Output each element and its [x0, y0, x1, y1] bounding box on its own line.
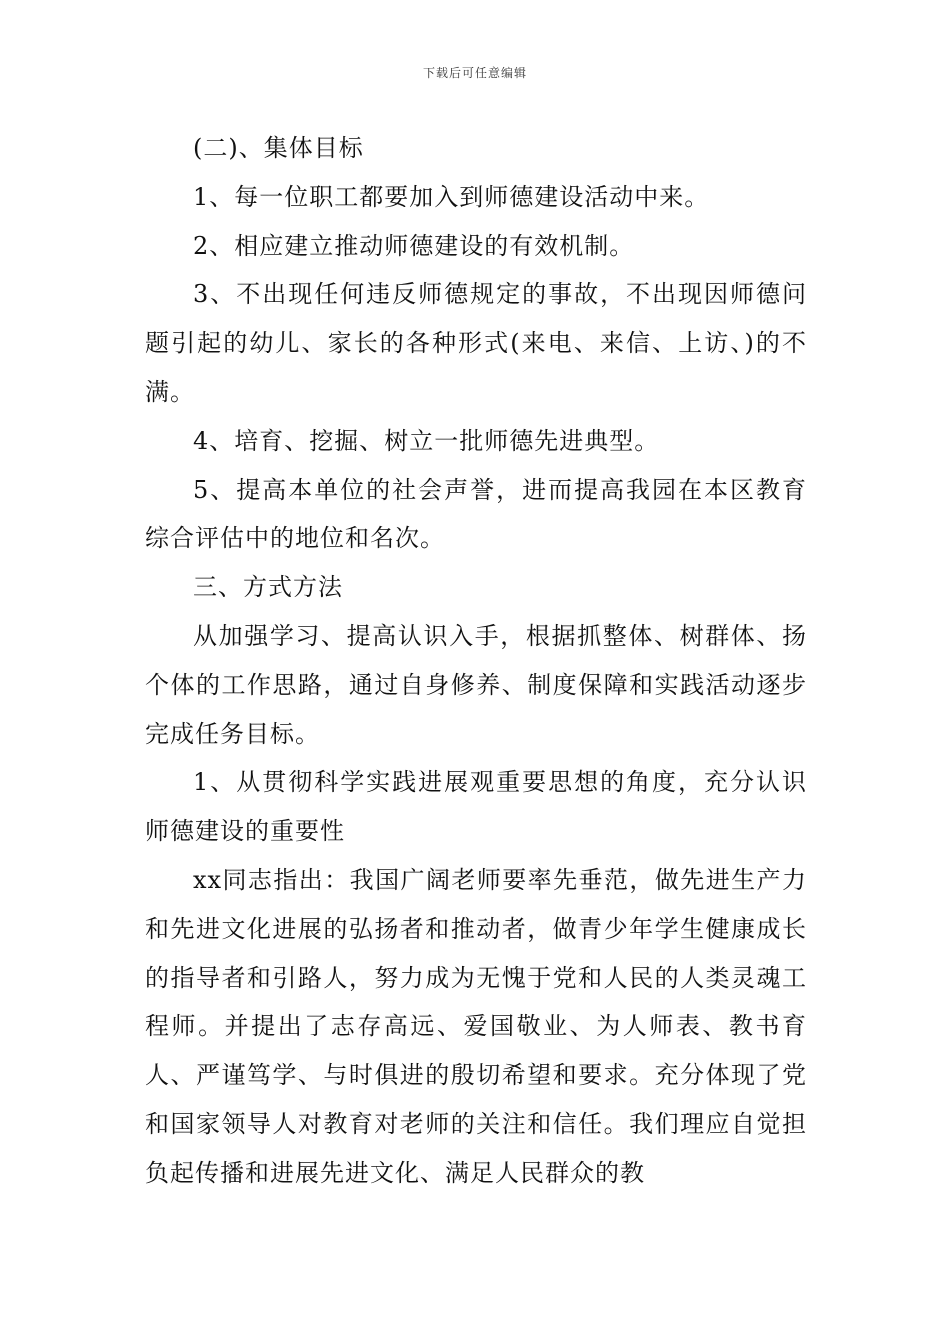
quote-paragraph: xx同志指出：我国广阔老师要率先垂范，做先进生产力和先进文化进展的弘扬者和推动者，做青少年学生健康成长的指导者和引路人，努力成为无愧于党和人民的人类灵魂工程师。并提出了志存高远、爱国敬业、为人师表、教书育人、严谨笃学、与时俱进的殷切希望和要求。充分体现了党和国家领导人对教育对老师的关注和信任。我们理应自觉担负起传播和进展先进文化、满足人民群众的教 [145, 865, 807, 1187]
goal-item-3: 3、不出现任何违反师德规定的事故，不出现因师德问题引起的幼儿、家长的各种形式(来电、来信、上访、)的不满。 [145, 280, 807, 406]
methods-intro-paragraph: 从加强学习、提高认识入手，根据抓整体、树群体、扬个体的工作思路，通过自身修养、制度保障和实践活动逐步完成任务目标。 [145, 621, 807, 748]
section-heading-collective-goals: (二)、集体目标 [193, 134, 364, 162]
goal-item-5: 5、提高本单位的社会声誉，进而提高我园在本区教育综合评估中的地位和名次。 [145, 475, 807, 553]
method-item-1: 1、从贯彻科学实践进展观重要思想的角度，充分认识师德建设的重要性 [145, 768, 807, 846]
goal-item-1: 1、每一位职工都要加入到师德建设活动中来。 [193, 182, 710, 211]
page-header-note: 下载后可任意编辑 [422, 66, 527, 80]
document-body [145, 124, 807, 1198]
goal-item-2: 2、相应建立推动师德建设的有效机制。 [193, 231, 635, 260]
goal-item-4: 4、培育、挖掘、树立一批师德先进典型。 [193, 426, 660, 455]
section-heading-methods: 三、方式方法 [193, 573, 343, 602]
